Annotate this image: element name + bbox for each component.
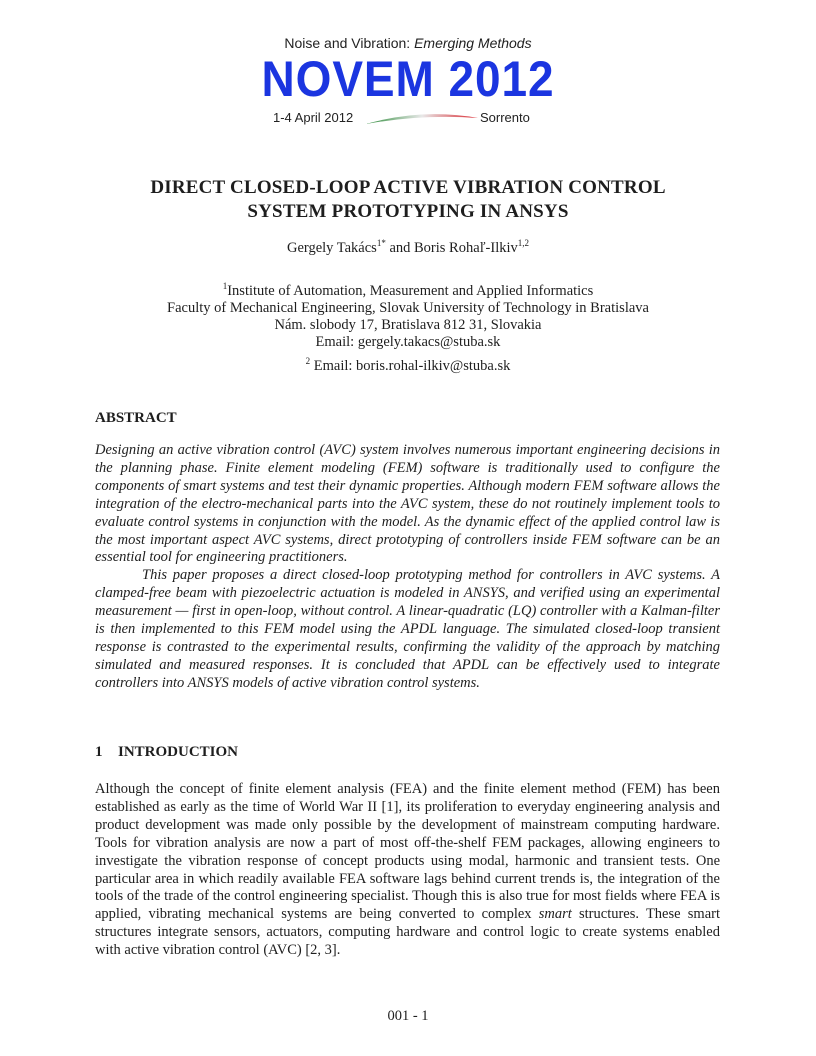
introduction-paragraph bbox=[95, 781, 720, 960]
conference-date: 1-4 April 2012 bbox=[273, 110, 354, 125]
intro-emphasis: smart bbox=[538, 906, 572, 923]
conference-series bbox=[0, 34, 816, 52]
abstract-paragraph-2: This paper proposes a direct closed-loop prototyping method for controllers in AVC systems. A clamped-free beam with piezoelectric actuation is modeled in ANSYS, and verified using an experimental measurement — first in open-loop, without control. A linear-quadratic (LQ) controller with a Kalman-filter is then implemented to this FEM model using the APDL language. The simulated closed-loop transient response is contrasted to the experimental results, confirming the validity of the approach by matching simulated and measured responses. It is concluded that APDL can be effectively used to integrate controllers into ANSYS models of active vibration control systems. bbox=[95, 567, 720, 691]
title-line-1: DIRECT CLOSED-LOOP ACTIVE VIBRATION CONTROL bbox=[150, 177, 666, 198]
author-1-marker: 1* bbox=[376, 238, 386, 248]
series-prefix: Noise and Vibration: bbox=[284, 35, 415, 51]
affiliation-2-email: Email: boris.rohal-ilkiv@stuba.sk bbox=[310, 357, 511, 374]
affiliation-block bbox=[0, 278, 816, 351]
affiliation-2 bbox=[0, 356, 816, 375]
abstract-body bbox=[95, 442, 720, 693]
author-connector: and bbox=[385, 239, 415, 256]
intro-text-a: Although the concept of finite element analysis (FEA) and the finite element method (FEM) has been established as early as the time of World War II [1], its proliferation to everyday engineering analysis and product development was made only possible by the development of mainstream computing hardware. Tools for vibration analysis are now a part of most off-the-shelf FEM packages, allowing engineers to investigate the vibration response of concept products using modal, harmonic and transient tests. One particular area in which readily available FEA software lags behind current trends is, the integration of the tools of the trade of the control engineering specialist. Though this is also true for most fields where FEA is applied, vibrating mechanical systems are being converted to complex bbox=[95, 781, 720, 923]
author-1: Gergely Takács bbox=[286, 239, 377, 256]
series-emphasis: Emerging Methods bbox=[414, 35, 532, 51]
conference-logo-text: NOVEM 2012 bbox=[261, 51, 555, 107]
affiliation-marker: 1 bbox=[222, 281, 228, 291]
affiliation-institute bbox=[0, 278, 816, 300]
italian-flag-swoosh-icon bbox=[366, 112, 478, 126]
affiliation-faculty: Faculty of Mechanical Engineering, Slovak University of Technology in Bratislava bbox=[167, 299, 649, 316]
introduction-heading bbox=[95, 744, 238, 761]
introduction-body bbox=[95, 781, 720, 960]
conference-banner bbox=[0, 34, 816, 125]
abstract-heading: ABSTRACT bbox=[95, 410, 177, 426]
intro-text-b: structures. These smart structures integrate sensors, actuators, computing hardware and control logic to create systems enabled with active vibration control (AVC) [2, 3]. bbox=[95, 906, 720, 959]
author-2-marker: 1,2 bbox=[517, 238, 530, 248]
abstract-paragraph-1: Designing an active vibration control (AVC) system involves numerous important engineering decisions in the planning phase. Finite element modeling (FEM) software is traditionally used to configure the components of smart systems and test their dynamic properties. Although modern FEM software allows the integration of the electro-mechanical parts into the AVC system, these do not routinely implement tools to evaluate control systems in conjunction with the model. As the dynamic effect of the applied control law is the most important aspect AVC systems, direct prototyping of controllers inside FEM software can be an essential tool for engineering practitioners. bbox=[95, 442, 720, 566]
paper-title bbox=[60, 176, 756, 224]
author-2: Boris Rohaľ-Ilkiv bbox=[414, 239, 518, 256]
affiliation-address: Nám. slobody 17, Bratislava 812 31, Slovakia bbox=[274, 316, 542, 333]
institute-name: Institute of Automation, Measurement and Applied Informatics bbox=[227, 282, 594, 299]
affiliation-2-marker: 2 bbox=[305, 356, 311, 366]
author-list bbox=[0, 238, 816, 257]
conference-date-place bbox=[0, 110, 816, 130]
section-number: 1 bbox=[95, 744, 103, 760]
title-line-2: SYSTEM PROTOTYPING IN ANSYS bbox=[247, 201, 569, 222]
page-number: 001 - 1 bbox=[387, 1008, 429, 1024]
affiliation-email: Email: gergely.takacs@stuba.sk bbox=[315, 333, 501, 350]
conference-place: Sorrento bbox=[480, 110, 530, 125]
section-title: INTRODUCTION bbox=[118, 744, 239, 760]
